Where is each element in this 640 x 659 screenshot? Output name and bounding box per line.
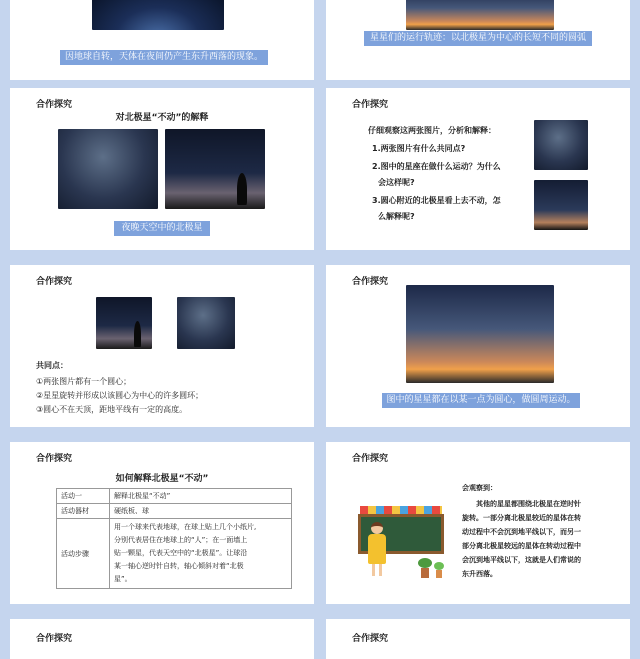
observe-line: 旋转。一部分离北极星较近的星体在转 [462,514,581,522]
star-trails-thumb-bottom [534,180,588,230]
star-trails-sunset-image [406,285,554,383]
star-trails-thumb [177,297,235,349]
slide-4[interactable] [326,88,630,250]
question-intro: 仔细观察这两张图片，分析和解释： [368,126,496,135]
plant-icon [434,562,444,578]
slide-7[interactable] [10,442,314,604]
table-row [57,519,292,589]
earth-night-sky-image [92,0,224,30]
table-cell-value: 解释北极星“不动” [110,489,292,504]
question-1: 1.两张图片有什么共同点? [372,144,466,153]
slide-title: 合作探究 [36,454,73,464]
question-3-line-2: 么解释呢? [378,212,415,221]
slide-6-caption: 图中的星星都在以某一点为圆心，做圆周运动。 [382,393,580,408]
slide-title: 合作探究 [352,454,389,464]
common-point-1: ①两张图片都有一个圆心； [36,377,132,386]
question-3-line-1: 3.圆心附近的北极星看上去不动，怎 [372,196,501,205]
slide-8[interactable] [326,442,630,604]
sunset-horizon-image [406,0,554,30]
table-cell-value: 硬纸板、球 [110,504,292,519]
common-points-title: 共同点： [36,361,68,370]
tree-silhouette-icon [237,173,247,205]
slide-heading: 如何解释北极星“不动” [115,474,209,484]
slide-9[interactable] [10,619,314,659]
observe-title: 会观察到： [462,484,497,492]
observe-line: 东升西落。 [462,570,497,578]
step-line: 星”。 [114,575,132,583]
common-point-2: ②星星旋转并形成以该圆心为中心的许多圆环； [36,391,204,400]
slide-title: 合作探究 [36,634,73,644]
slide-title: 合作探究 [36,277,73,287]
tree-silhouette-icon [134,321,141,347]
table-row [57,504,292,519]
slide-3-caption: 夜晚天空中的北极星 [114,221,210,236]
slide-1-caption: 因地球自转，天体在夜间仍产生东升西落的现象。 [60,50,268,65]
bunting-icon [360,506,442,514]
observe-line: 其他的星星都围绕北极星在逆时针 [476,500,581,508]
step-line: 某一轴心逆时针自转，轴心倾斜对着“北极 [114,562,244,570]
slide-1[interactable] [10,0,314,80]
table-cell-steps [110,519,292,589]
question-2-line-2: 会这样呢? [378,178,415,187]
table-cell-label: 活动一 [57,489,110,504]
slide-10[interactable] [326,619,630,659]
blackboard-illustration [348,500,448,582]
teacher-icon [366,522,388,578]
common-point-3: ③圆心不在天顶，距地平线有一定的高度。 [36,405,188,414]
slide-5[interactable] [10,265,314,427]
step-line: 用一个球来代表地球，在球上贴上几个小纸片, [114,523,257,531]
table-row [57,489,292,504]
question-2-line-1: 2.图中的星座在做什么运动？为什么 [372,162,501,171]
observe-line: 部分离北极星较远的星体在转动过程中 [462,542,581,550]
slide-2-caption: 星星们的运行轨迹：以北极星为中心的长短不同的圆弧 [364,31,592,46]
observe-line: 会沉到地平线以下，这就是人们常说的 [462,556,581,564]
slide-title: 合作探究 [352,277,389,287]
step-line: 分别代表居住在地球上的“人”；在一面墙上 [114,536,248,544]
star-trails-thumb-top [534,120,588,170]
slide-title: 合作探究 [352,634,389,644]
slide-title: 合作探究 [36,100,73,110]
table-cell-label: 活动器材 [57,504,110,519]
slide-2[interactable] [326,0,630,80]
table-cell-label: 活动步骤 [57,519,110,589]
step-line: 贴一颗星，代表天空中的“北极星”。让球沿 [114,549,248,557]
plant-icon [418,558,432,578]
activity-table [56,488,292,589]
slide-6[interactable] [326,265,630,427]
star-trails-tree-image [165,129,265,209]
slide-title: 合作探究 [352,100,389,110]
star-trails-tree-thumb [96,297,152,349]
star-trails-image-left [58,129,158,209]
slide-heading: 对北极星“不动”的解释 [115,113,209,123]
observe-line: 动过程中不会沉到地平线以下，而另一 [462,528,581,536]
slide-3[interactable] [10,88,314,250]
